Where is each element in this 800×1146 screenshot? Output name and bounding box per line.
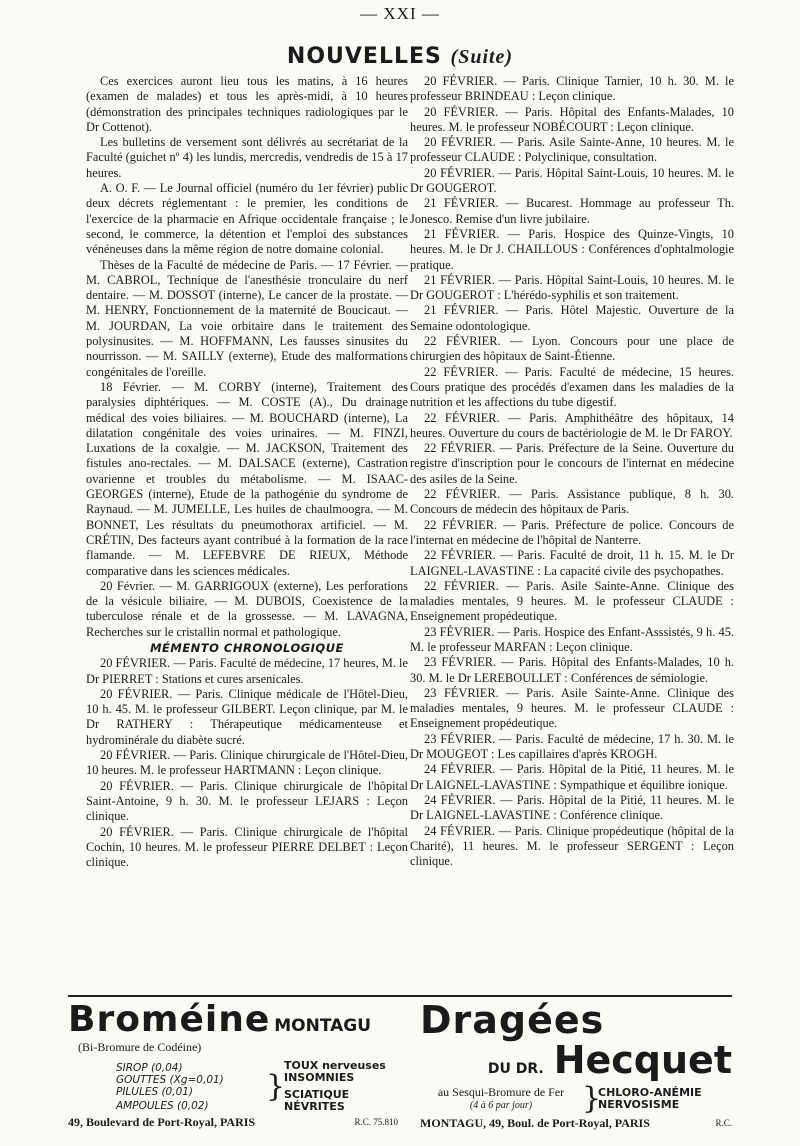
ad-indication: SCIATIQUE — [284, 1088, 350, 1101]
memento-heading: MÉMENTO CHRONOLOGIQUE — [150, 640, 344, 655]
memento-entry: 22 FÉVRIER. — Paris. Faculté de médecine, 15 heures. Cours pratique des procédés d'examen dans les maladies de la nutrition et les affections du tube digestif. — [410, 364, 734, 410]
paragraph: Les bulletins de versement sont délivrés au secrétariat de la Faculté (guichet nº 4) les lundis, mercredis, vendredis de 15 à 17 heures. — [86, 135, 408, 180]
ad-indication: TOUX nerveuses — [284, 1059, 386, 1072]
paragraph: 18 Février. — M. CORBY (interne), Traitement des paralysies diphtériques. — M. COSTE (A)., Du drainage médical des voies biliaires. — M. BOUCHARD (interne), La dilatation congénitale des voies urinaires. — M. FINZI, Luxations de la coxalgie. — M. JACKSON, Traitement des fistules ano-rectales. — M. DALSACE (externe), Castration ovarienne et troubles du métabolisme. — M. ISAAC-GEORGES (interne), Etude de la pathogénie du syndrome de Raynaud. — M. JUMELLE, Les huiles de chaulmoogra. — M. BONNET, Les résultats du pneumothorax artificiel. — M. CRÉTIN, Des facteurs ayant contribué à la formation de la race flamande. — M. LEFEBVRE DE RIEUX, Méthode comparative dans les sciences médicales. — [86, 379, 408, 578]
memento-entry: 20 FÉVRIER. — Paris. Clinique Tarnier, 10 h. 30. M. le professeur BRINDEAU : Leçon clinique. — [410, 74, 734, 104]
memento-entry: 22 FÉVRIER. — Paris. Asile Sainte-Anne. Clinique des maladies mentales, 9 heures. M. le professeur CLAUDE : Enseignement propédeutique. — [410, 578, 734, 624]
memento-entry: 24 FÉVRIER. — Paris. Hôpital de la Pitié, 11 heures. M. le Dr LAIGNEL-LAVASTINE : Conférence clinique. — [410, 792, 734, 823]
ad-line: (4 à 6 par jour) — [469, 1100, 533, 1111]
memento-entry: 22 FÉVRIER. — Paris. Amphithéâtre des hôpitaux, 14 heures. Ouverture du cours de bactériologie de M. le Dr FAROY. — [410, 410, 734, 440]
ad-subtitle: (Bi-Bromure de Codéine) — [78, 1040, 202, 1054]
memento-entry: 20 FÉVRIER. — Paris. Asile Sainte-Anne, 10 heures. M. le professeur CLAUDE : Polyclinique, consultation. — [410, 135, 734, 165]
memento-entry: 20 FÉVRIER. — Paris. Clinique chirurgicale de l'hôpital Cochin, 10 heures. M. le professeur PIERRE DELBET : Leçon clinique. — [86, 824, 408, 870]
memento-entry: 20 FÉVRIER. — Paris. Faculté de médecine, 17 heures, M. le Dr PIERRET : Stations et cures arsenicales. — [86, 656, 408, 686]
ad-form: GOUTTES (Xg=0,01) — [116, 1073, 224, 1086]
memento-entry: 22 FÉVRIER. — Paris. Assistance publique, 8 h. 30. Concours de médecin des hôpitaux de Paris. — [410, 487, 734, 517]
memento-entry: 22 FÉVRIER. — Paris. Préfecture de police. Concours de l'internat en médecine de l'hôpital de Nanterre. — [410, 517, 734, 547]
memento-entry: 20 FÉVRIER. — Paris. Clinique chirurgicale de l'Hôtel-Dieu, 10 heures. M. le professeur HARTMANN : Leçon clinique. — [86, 748, 408, 778]
ad-divider — [68, 995, 732, 997]
memento-entry: 23 FÉVRIER. — Paris. Hospice des Enfant-Asssistés, 9 h. 45. M. le professeur MARFAN : Leçon clinique. — [410, 624, 734, 654]
paragraph: 20 Février. — M. GARRIGOUX (externe), Les perforations de la vésicule biliaire. — M. DUBOIS, Coexistence de la tuberculose rénale et de la grossesse. — M. LAVAGNA, Recherches sur le cristallin normal et pathologique. — [86, 578, 408, 639]
ad-indication: CHLORO-ANÉMIE — [598, 1086, 702, 1099]
paragraph: Thèses de la Faculté de médecine de Paris. — 17 Février. — M. CABROL, Technique de l'anesthésie tronculaire du nerf dentaire. — M. DOSSOT (interne), Le cancer de la prostate. — M. HENRY, Fonctionnement de la maternité de Boucicaut. — M. JOURDAN, La voie orbitaire dans le traitement des polysinusites. — M. HOFFMANN, Les fausses sinusites du nourrisson. — M. SAILLY (externe), Etude des malformations congénitales de l'oreille. — [86, 257, 408, 379]
memento-entry: 20 FÉVRIER. — Paris. Clinique chirurgicale de l'hôpital Saint-Antoine, 9 h. 30. M. le professeur LEJARS : Leçon clinique. — [86, 778, 408, 824]
ad-line: au Sesqui-Bromure de Fer — [437, 1085, 565, 1099]
ad-brand: Dragées — [420, 998, 605, 1042]
left-column — [86, 74, 408, 870]
ad-indication: NÉVRITES — [284, 1100, 345, 1113]
ad-address: 49, Boulevard de Port-Royal, PARIS — [68, 1115, 256, 1129]
memento-entry: 22 FÉVRIER. — Lyon. Concours pour une place de chirurgien des hôpitaux de Saint-Étienne. — [410, 334, 734, 364]
memento-entry: 21 FÉVRIER. — Paris. Hôtel Majestic. Ouverture de la Semaine odontologique. — [410, 303, 734, 333]
memento-entry: 20 FÉVRIER. — Paris. Hôpital Saint-Louis, 10 heures. M. le Dr GOUGEROT. — [410, 165, 734, 196]
ad-indication: NERVOSISME — [598, 1098, 680, 1111]
ad-maker: MONTAGU — [274, 1016, 372, 1036]
memento-entry: 23 FÉVRIER. — Paris. Asile Sainte-Anne. Clinique des maladies mentales, 9 heures. M. le professeur CLAUDE : Enseignement propédeutique. — [410, 685, 734, 731]
memento-entry: 24 FÉVRIER. — Paris. Clinique propédeutique (hôpital de la Charité), 11 heures. M. le professeur SERGENT : Leçon clinique. — [410, 823, 734, 869]
memento-entry: 20 FÉVRIER. — Paris. Hôpital des Enfants-Malades, 10 heures. M. le professeur NOBÉCOURT : Leçon clinique. — [410, 104, 734, 134]
ad-ampoules: AMPOULES (0,02) — [116, 1099, 209, 1112]
brace-icon: } — [582, 1081, 602, 1116]
paragraph: Ces exercices auront lieu tous les matins, à 16 heures (examen de malades) et tous les après-midi, à 10 heures (démonstration des principales techniques radiologiques par le Dr Cottenot). — [86, 74, 408, 134]
ad-address: MONTAGU, 49, Boul. de Port-Royal, PARIS — [420, 1116, 650, 1130]
memento-entry: 23 FÉVRIER. — Paris. Hôpital des Enfants-Malades, 10 h. 30. M. le Dr LEREBOULLET : Conférences de sémiologie. — [410, 655, 734, 685]
title-main: NOUVELLES — [286, 44, 442, 69]
ad-form: SIROP (0,04) — [116, 1061, 183, 1074]
ad-dragees-hecquet — [420, 1000, 732, 1130]
page-number: — XXI — — [360, 4, 440, 23]
page-title — [0, 44, 800, 70]
memento-entry: 20 FÉVRIER. — Paris. Clinique médicale de l'Hôtel-Dieu, 10 h. 45. M. le professeur GILBERT. Leçon clinique, par M. le Dr RATHERY : Thérapeutique médicamenteuse et hydrominérale du diabète sucré. — [86, 686, 408, 747]
ad-name: Hecquet — [553, 1038, 732, 1082]
ad-bromeine — [68, 1000, 398, 1129]
ad-du-dr: DU DR. — [487, 1061, 544, 1077]
ad-ref: R.C. — [715, 1118, 732, 1128]
memento-entry: 22 FÉVRIER. — Paris. Préfecture de la Seine. Ouverture du registre d'inscription pour le concours de l'internat en médecine des asiles de la Seine. — [410, 441, 734, 486]
memento-entry: 24 FÉVRIER. — Paris. Hôpital de la Pitié, 11 heures. M. le Dr LAIGNEL-LAVASTINE : Sympathique et équilibre ionique. — [410, 762, 734, 792]
right-column — [410, 74, 734, 869]
memento-entry: 21 FÉVRIER. — Paris. Hôpital Saint-Louis, 10 heures. M. le Dr GOUGEROT : L'hérédo-syphilis et son traitement. — [410, 272, 734, 303]
ad-ref: R.C. 75.810 — [354, 1117, 398, 1127]
memento-entry: 21 FÉVRIER. — Paris. Hospice des Quinze-Vingts, 10 heures. M. le Dr J. CHAILLOUS : Conférences d'ophtalmologie pratique. — [410, 226, 734, 272]
ad-brand: Broméine — [68, 999, 271, 1040]
ad-indication: INSOMNIES — [284, 1071, 355, 1084]
paragraph: A. O. F. — Le Journal officiel (numéro du 1er février) public deux décrets réglementant : le premier, les conditions de l'exercice de la pharmacie en Afrique occidentale française ; le second, le commerce, la détention et l'emploi des substances vénéneuses dans la même région de notre domaine colonial. — [86, 181, 408, 257]
ad-form: PILULES (0,01) — [116, 1085, 194, 1098]
title-suite: (Suite) — [450, 46, 514, 68]
memento-entry: 22 FÉVRIER. — Paris. Faculté de droit, 11 h. 15. M. le Dr LAIGNEL-LAVASTINE : La capacité civile des psychopathes. — [410, 548, 734, 578]
memento-entry: 21 FÉVRIER. — Bucarest. Hommage au professeur Th. Jonesco. Remise d'un livre jubilaire. — [410, 196, 734, 226]
brace-icon: } — [266, 1068, 286, 1104]
memento-entry: 23 FÉVRIER. — Paris. Faculté de médecine, 17 h. 30. M. le Dr MOUGEOT : Les capillaires d'après KROGH. — [410, 731, 734, 762]
